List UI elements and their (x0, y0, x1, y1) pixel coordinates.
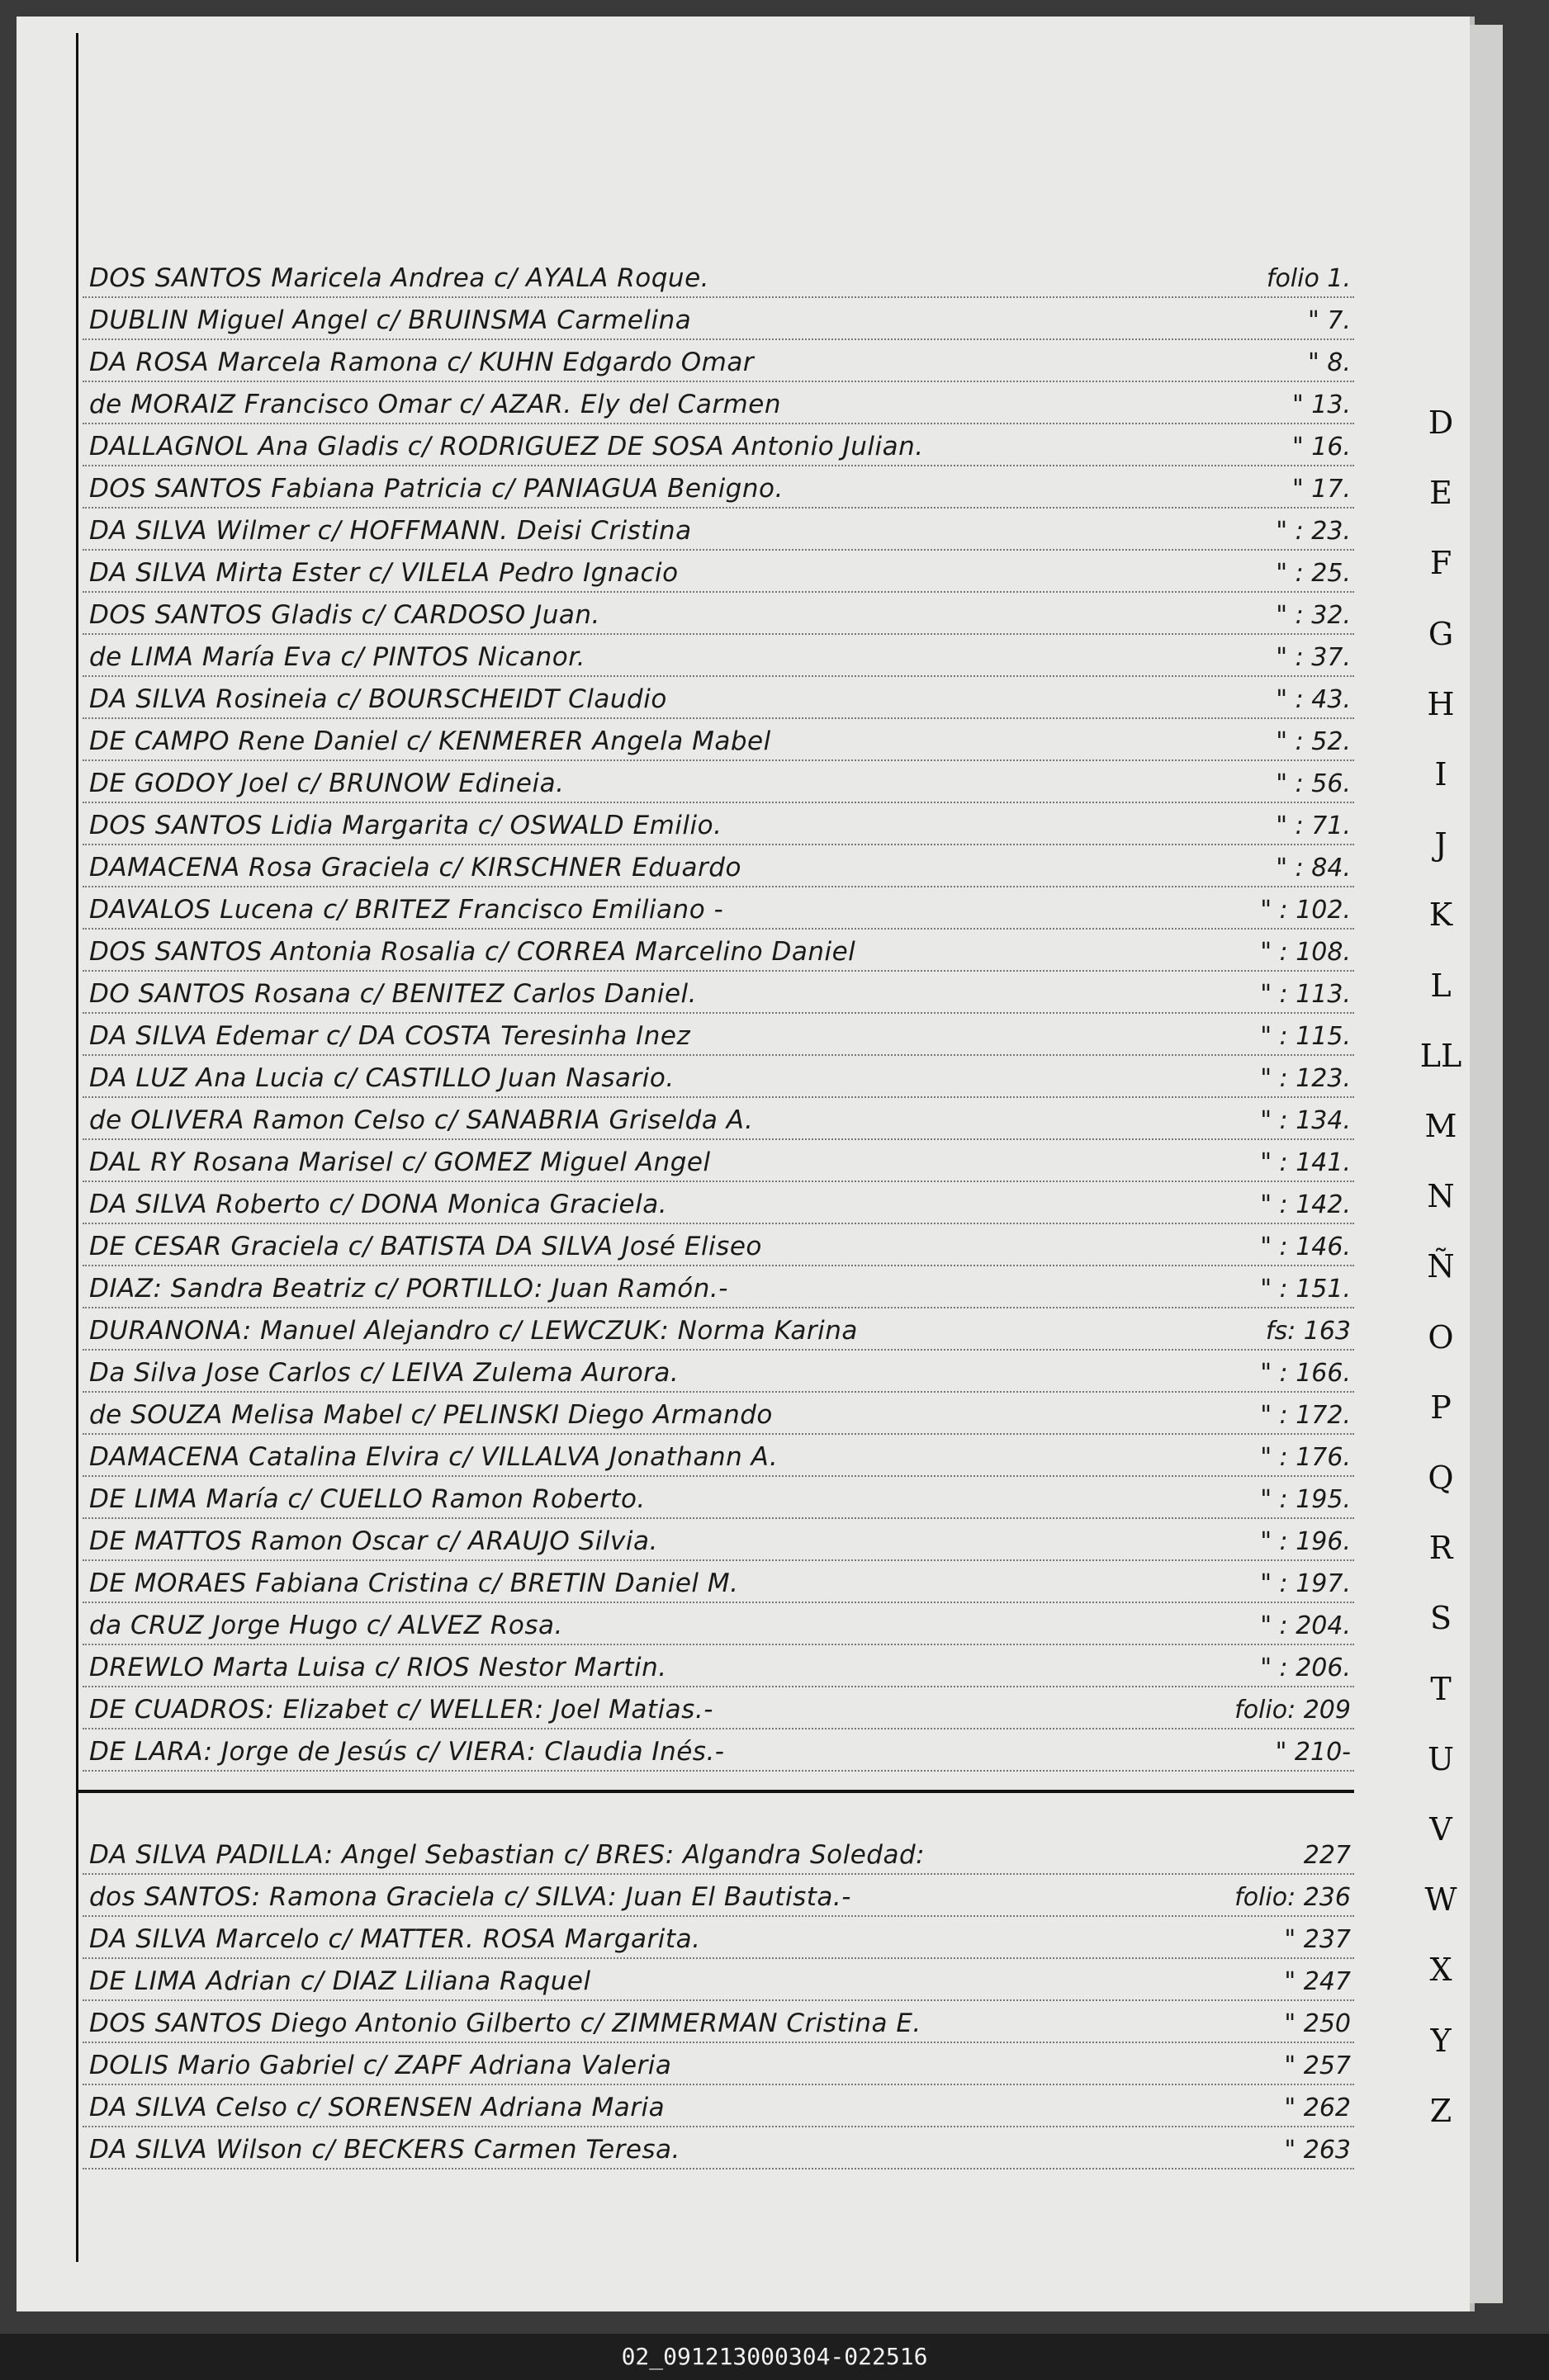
ledger-row (83, 1917, 1354, 1959)
entry-text: da CRUZ Jorge Hugo c/ ALVEZ Rosa. (89, 1611, 563, 1640)
margin-rule (76, 33, 78, 2262)
ledger-row (83, 1056, 1354, 1098)
folio-number: " 7. (1308, 306, 1351, 335)
ledger-row (83, 845, 1354, 887)
ledger-entries-top (83, 256, 1354, 1772)
entry-text: DIAZ: Sandra Beatriz c/ PORTILLO: Juan Ramón.- (89, 1274, 728, 1304)
ledger-row (83, 1833, 1354, 1875)
ledger-row (83, 1875, 1354, 1917)
entry-text: de MORAIZ Francisco Omar c/ AZAR. Ely del Carmen (89, 390, 781, 419)
index-tab[interactable]: J (1434, 826, 1447, 863)
ledger-row (83, 382, 1354, 424)
ledger-row (83, 1182, 1354, 1224)
folio-number: folio: 209 (1234, 1696, 1351, 1725)
entry-text: DOS SANTOS Lidia Margarita c/ OSWALD Emilio. (89, 811, 722, 840)
folio-number: " : 196. (1260, 1527, 1351, 1556)
index-tab[interactable]: T (1430, 1671, 1452, 1707)
folio-number: " 247 (1284, 1967, 1351, 1996)
index-tab[interactable]: E (1429, 475, 1452, 511)
ledger-row (83, 1266, 1354, 1308)
entry-text: DURANONA: Manuel Alejandro c/ LEWCZUK: Norma Karina (89, 1316, 858, 1346)
folio-number: " : 134. (1260, 1106, 1351, 1135)
index-tab[interactable]: S (1429, 1600, 1452, 1636)
ledger-row (83, 635, 1354, 677)
ledger-row (83, 887, 1354, 930)
folio-number: " : 71. (1276, 811, 1351, 840)
entry-text: DE MATTOS Ramon Oscar c/ ARAUJO Silvia. (89, 1526, 658, 1556)
ledger-row (83, 424, 1354, 466)
entry-text: DA SILVA Wilmer c/ HOFFMANN. Deisi Cristina (89, 516, 692, 546)
entry-text: DE MORAES Fabiana Cristina c/ BRETIN Daniel M. (89, 1569, 739, 1598)
folio-number: " 8. (1308, 348, 1351, 377)
ledger-row (83, 972, 1354, 1014)
index-tab[interactable]: N (1427, 1178, 1455, 1214)
entry-text: DE LARA: Jorge de Jesús c/ VIERA: Claudia Inés.- (89, 1737, 725, 1767)
folio-number: " : 151. (1260, 1275, 1351, 1304)
folio-number: " : 197. (1260, 1569, 1351, 1598)
index-tab[interactable]: K (1428, 897, 1453, 933)
folio-number: " : 56. (1276, 769, 1351, 798)
ledger-row (83, 1687, 1354, 1729)
index-tab[interactable]: F (1429, 545, 1452, 581)
folio-number: " : 115. (1260, 1022, 1351, 1051)
folio-number: " 13. (1291, 390, 1351, 419)
folio-number: 227 (1303, 1841, 1351, 1870)
index-tab[interactable]: G (1428, 616, 1454, 652)
folio-number: " : 166. (1260, 1359, 1351, 1388)
index-tab[interactable]: P (1430, 1389, 1452, 1426)
ledger-row (83, 761, 1354, 803)
entry-text: DAMACENA Catalina Elvira c/ VILLALVA Jonathann A. (89, 1442, 779, 1472)
index-tab[interactable]: O (1428, 1319, 1454, 1356)
ledger-row (83, 1959, 1354, 2001)
index-tab[interactable]: V (1429, 1811, 1452, 1848)
ledger-row (83, 2127, 1354, 2169)
folio-number: folio: 236 (1234, 1883, 1351, 1912)
folio-number: " : 141. (1260, 1148, 1351, 1177)
image-caption: 02_091213000304-022516 (0, 2334, 1549, 2380)
folio-number: " : 195. (1260, 1485, 1351, 1514)
index-tab[interactable]: Y (1430, 2023, 1452, 2059)
ledger-row (83, 2001, 1354, 2043)
entry-text: DOS SANTOS Gladis c/ CARDOSO Juan. (89, 600, 600, 630)
index-tab[interactable]: W (1424, 1881, 1457, 1918)
ledger-row (83, 340, 1354, 382)
entry-text: DO SANTOS Rosana c/ BENITEZ Carlos Daniel. (89, 979, 697, 1009)
folio-number: " : 204. (1260, 1611, 1351, 1640)
entry-text: DE LIMA María c/ CUELLO Ramon Roberto. (89, 1484, 646, 1514)
entry-text: DE LIMA Adrian c/ DIAZ Liliana Raquel (89, 1966, 591, 1996)
ledger-row (83, 677, 1354, 719)
folio-number: " : 172. (1260, 1401, 1351, 1430)
entry-text: DE GODOY Joel c/ BRUNOW Edineia. (89, 769, 565, 798)
index-tab[interactable]: Q (1428, 1460, 1454, 1496)
ledger-row (83, 930, 1354, 972)
index-tab[interactable]: D (1428, 405, 1454, 441)
folio-number: " : 102. (1260, 896, 1351, 925)
folio-number: " 262 (1284, 2094, 1351, 2122)
ledger-row (83, 1519, 1354, 1561)
ledger-row (83, 1603, 1354, 1645)
entry-text: DA SILVA Marcelo c/ MATTER. ROSA Margarita. (89, 1924, 701, 1954)
folio-number: " : 37. (1276, 643, 1351, 672)
entry-text: DE CUADROS: Elizabet c/ WELLER: Joel Matias.- (89, 1695, 713, 1725)
entry-text: DE CAMPO Rene Daniel c/ KENMERER Angela Mabel (89, 726, 771, 756)
entry-text: DAMACENA Rosa Graciela c/ KIRSCHNER Eduardo (89, 853, 741, 882)
entry-text: DALLAGNOL Ana Gladis c/ RODRIGUEZ DE SOSA Antonio Julian. (89, 432, 924, 461)
entry-text: DA SILVA Rosineia c/ BOURSCHEIDT Claudio (89, 684, 667, 714)
folio-number: " 263 (1284, 2136, 1351, 2165)
folio-number: " 257 (1284, 2051, 1351, 2080)
index-tab[interactable]: H (1427, 686, 1455, 722)
folio-number: " 237 (1284, 1925, 1351, 1954)
folio-number: " : 43. (1276, 685, 1351, 714)
entry-text: DA SILVA Edemar c/ DA COSTA Teresinha Inez (89, 1021, 691, 1051)
folio-number: " : 123. (1260, 1064, 1351, 1093)
entry-text: DOS SANTOS Antonia Rosalia c/ CORREA Marcelino Daniel (89, 937, 856, 967)
ledger-row (83, 1729, 1354, 1772)
entry-text: DA ROSA Marcela Ramona c/ KUHN Edgardo Omar (89, 348, 755, 377)
entry-text: DAVALOS Lucena c/ BRITEZ Francisco Emiliano - (89, 895, 724, 925)
ledger-row (83, 1014, 1354, 1056)
ledger-row (83, 2085, 1354, 2127)
folio-number: " 210- (1275, 1738, 1351, 1767)
ledger-row (83, 1140, 1354, 1182)
entry-text: DOS SANTOS Maricela Andrea c/ AYALA Roque. (89, 263, 709, 293)
entry-text: DA SILVA Mirta Ester c/ VILELA Pedro Ignacio (89, 558, 679, 588)
ledger-row (83, 298, 1354, 340)
index-tab[interactable]: I (1434, 756, 1447, 793)
ledger-row (83, 1561, 1354, 1603)
index-tab[interactable]: L (1430, 968, 1452, 1004)
entry-text: dos SANTOS: Ramona Graciela c/ SILVA: Juan El Bautista.- (89, 1882, 851, 1912)
folio-number: " : 32. (1276, 601, 1351, 630)
folio-number: " : 23. (1276, 517, 1351, 546)
section-divider (78, 1790, 1354, 1793)
entry-text: de SOUZA Melisa Mabel c/ PELINSKI Diego Armando (89, 1400, 773, 1430)
folio-number: " : 52. (1276, 727, 1351, 756)
ledger-row (83, 1098, 1354, 1140)
entry-text: DA SILVA Roberto c/ DONA Monica Graciela. (89, 1190, 668, 1219)
ledger-row (83, 551, 1354, 593)
ledger-row (83, 803, 1354, 845)
index-tab[interactable]: R (1428, 1530, 1453, 1566)
ledger-row (83, 1645, 1354, 1687)
folio-number: " 17. (1291, 475, 1351, 504)
entry-text: DA SILVA Wilson c/ BECKERS Carmen Teresa. (89, 2135, 680, 2165)
index-tab[interactable]: Ñ (1427, 1248, 1455, 1285)
entry-text: DREWLO Marta Luisa c/ RIOS Nestor Martin. (89, 1653, 667, 1682)
folio-number: " 250 (1284, 2009, 1351, 2038)
folio-number: " : 142. (1260, 1190, 1351, 1219)
entry-text: DUBLIN Miguel Angel c/ BRUINSMA Carmelina (89, 305, 692, 335)
index-tab[interactable]: LL (1419, 1038, 1462, 1074)
ledger-entries-bottom (83, 1833, 1354, 2169)
ledger-row (83, 1477, 1354, 1519)
ledger-row (83, 466, 1354, 509)
index-tab[interactable]: Z (1429, 2093, 1452, 2129)
folio-number: " 16. (1291, 433, 1351, 461)
folio-number: " : 84. (1276, 854, 1351, 882)
folio-number: fs: 163 (1265, 1317, 1351, 1346)
ledger-row (83, 1393, 1354, 1435)
ledger-row (83, 1308, 1354, 1351)
index-tab[interactable]: M (1424, 1108, 1457, 1144)
ledger-row (83, 1224, 1354, 1266)
entry-text: DA SILVA PADILLA: Angel Sebastian c/ BRES: Algandra Soledad: (89, 1840, 926, 1870)
folio-number: " : 108. (1260, 938, 1351, 967)
folio-number: " : 176. (1260, 1443, 1351, 1472)
folio-number: " : 206. (1260, 1654, 1351, 1682)
index-tab[interactable]: X (1429, 1952, 1452, 1988)
ledger-row (83, 593, 1354, 635)
entry-text: de OLIVERA Ramon Celso c/ SANABRIA Griselda A. (89, 1105, 754, 1135)
ledger-row (83, 509, 1354, 551)
folio-number: folio 1. (1266, 264, 1351, 293)
folio-number: " : 25. (1276, 559, 1351, 588)
ledger-row (83, 1435, 1354, 1477)
index-tab[interactable]: U (1427, 1741, 1455, 1777)
entry-text: DOS SANTOS Fabiana Patricia c/ PANIAGUA Benigno. (89, 474, 784, 504)
entry-text: DOLIS Mario Gabriel c/ ZAPF Adriana Valeria (89, 2051, 672, 2080)
ledger-row (83, 1351, 1354, 1393)
folio-number: " : 113. (1260, 980, 1351, 1009)
ledger-row (83, 256, 1354, 298)
entry-text: DAL RY Rosana Marisel c/ GOMEZ Miguel Angel (89, 1147, 711, 1177)
folio-number: " : 146. (1260, 1233, 1351, 1261)
entry-text: de LIMA María Eva c/ PINTOS Nicanor. (89, 642, 586, 672)
alphabet-index-tabs (1412, 405, 1486, 2163)
entry-text: DA LUZ Ana Lucia c/ CASTILLO Juan Nasario. (89, 1063, 675, 1093)
entry-text: DOS SANTOS Diego Antonio Gilberto c/ ZIMMERMAN Cristina E. (89, 2009, 921, 2038)
ledger-row (83, 2043, 1354, 2085)
entry-text: DE CESAR Graciela c/ BATISTA DA SILVA José Eliseo (89, 1232, 762, 1261)
entry-text: DA SILVA Celso c/ SORENSEN Adriana Maria (89, 2093, 666, 2122)
entry-text: Da Silva Jose Carlos c/ LEIVA Zulema Aurora. (89, 1358, 680, 1388)
ledger-row (83, 719, 1354, 761)
